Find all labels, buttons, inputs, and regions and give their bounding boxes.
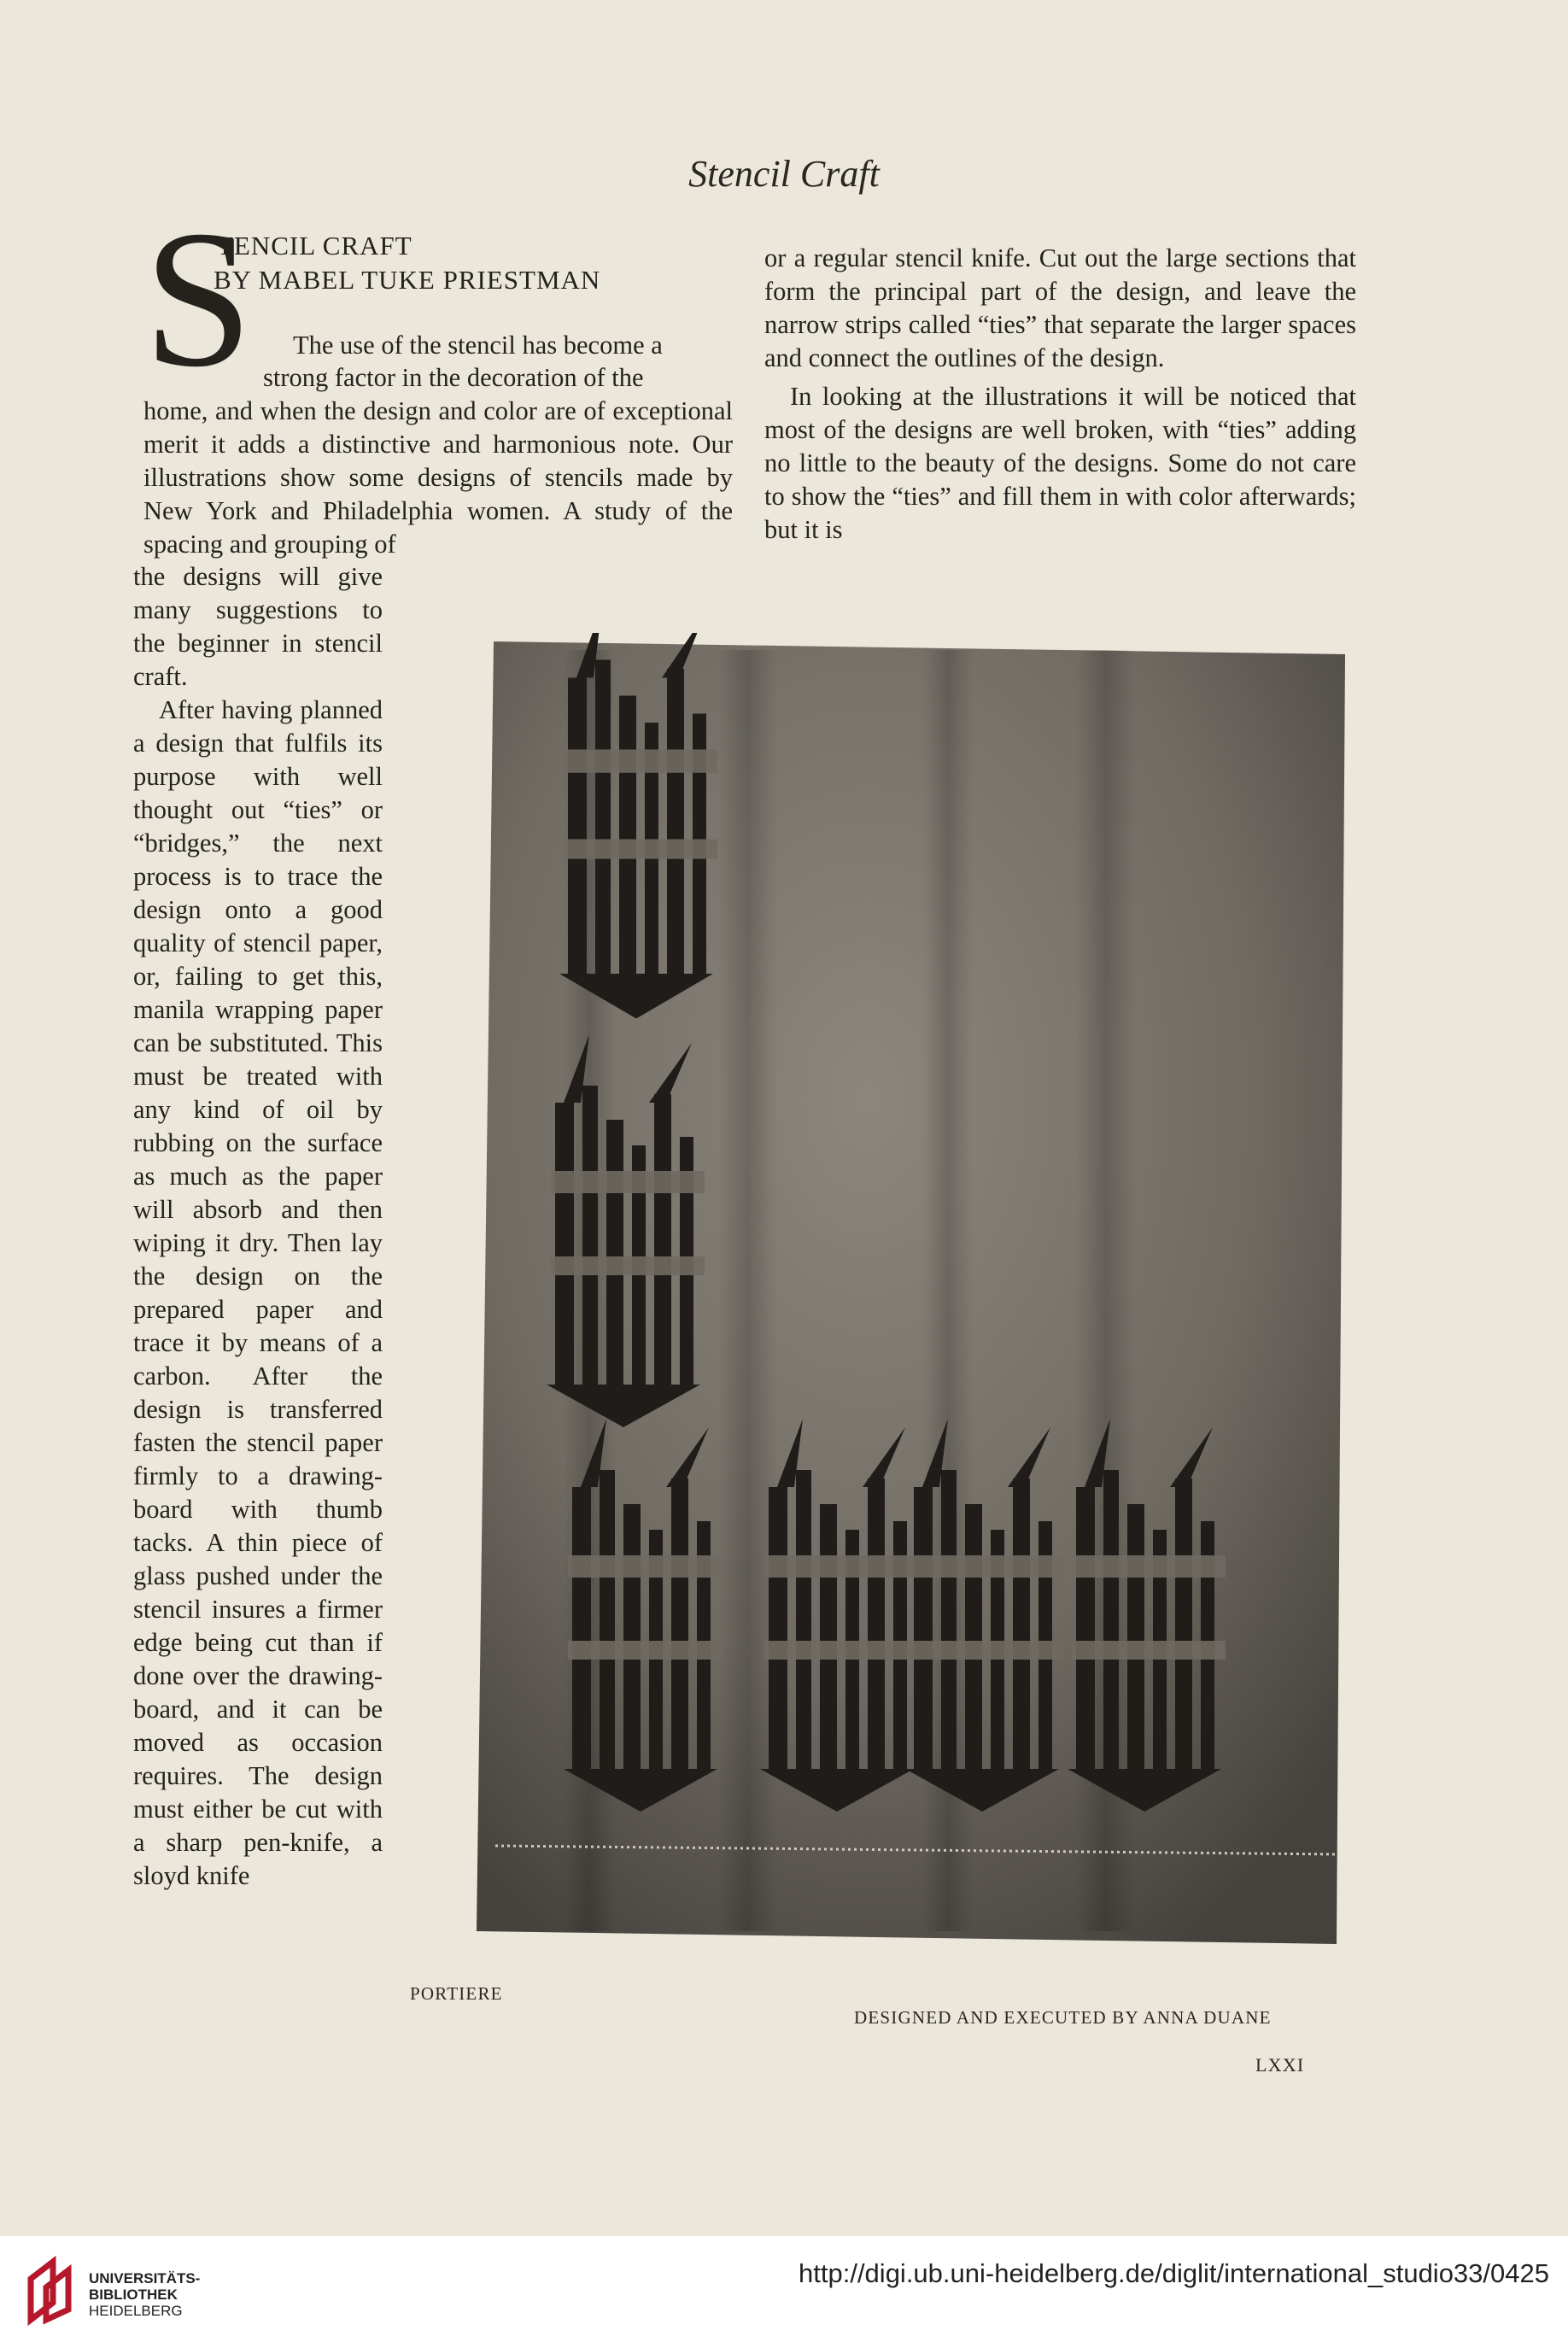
library-logo-icon	[24, 2253, 79, 2327]
article-byline: BY MABEL TUKE PRIESTMAN	[214, 265, 601, 295]
right-paragraph-1: or a regular stencil knife. Cut out the large sections that form the principal part of the design, and leave the narrow strips called “ties” that separate the larger spaces and connect the outlines of the design.	[764, 243, 1356, 372]
intro-line-2: strong factor in the decoration of the	[263, 363, 644, 392]
folio: LXXI	[1255, 2054, 1305, 2076]
drop-cap: S	[143, 190, 253, 407]
library-name	[89, 2270, 200, 2319]
intro-paragraph: home, and when the design and color are of exceptional merit it adds a distinctive and harmonious note. Our illustrations show some designs of stencils made by New York and Philadelphia women. A study of the spacing and grouping of	[143, 396, 733, 559]
narrow-column	[133, 560, 383, 1893]
library-name-line-2: BIBLIOTHEK	[89, 2287, 178, 2303]
library-name-line-1: UNIVERSITÄTS-	[89, 2270, 201, 2287]
library-name-line-3: HEIDELBERG	[89, 2303, 183, 2319]
running-head: Stencil Craft	[688, 153, 880, 195]
portiere-photograph	[461, 633, 1349, 1957]
right-column	[764, 242, 1356, 547]
figure-caption-title: PORTIERE	[410, 1983, 503, 2004]
right-paragraph-2: In looking at the illustrations it will be noticed that most of the designs are well broken, with “ties” adding no little to the beauty of the designs. Some do not care to show the “ties” and fill them in with color afterwards; but it is	[764, 382, 1356, 544]
footer-bar	[0, 2236, 1568, 2348]
figure-caption-credit: DESIGNED AND EXECUTED BY ANNA DUANE	[854, 2007, 1272, 2028]
intro-line-1: The use of the stencil has become a	[293, 331, 663, 360]
article-title: TENCIL CRAFT	[217, 231, 412, 261]
narrow-paragraph-1: the designs will give many suggestions to the beginner in stencil craft.	[133, 562, 383, 691]
source-url-link[interactable]: http://digi.ub.uni-heidelberg.de/diglit/international_studio33/0425	[799, 2258, 1549, 2288]
narrow-paragraph-2: After having planned a design that fulfils its purpose with well thought out “ties” or “bridges,” the next process is to trace the design onto a good quality of stencil paper, or, failing to get this, manila wrapping paper can be substituted. This must be treated with any kind of oil by rubbing on the surface as much as the paper will absorb and then wiping it dry. Then lay the design on the prepared paper and trace it by means of a carbon. After the design is transferred fasten the stencil paper firmly to a drawing-board with thumb tacks. A thin piece of glass pushed under the stencil insures a firmer edge being cut than if done over the drawing-board, and it can be moved as occasion requires. The design must either be cut with a sharp pen-knife, a sloyd knife	[133, 695, 383, 1890]
